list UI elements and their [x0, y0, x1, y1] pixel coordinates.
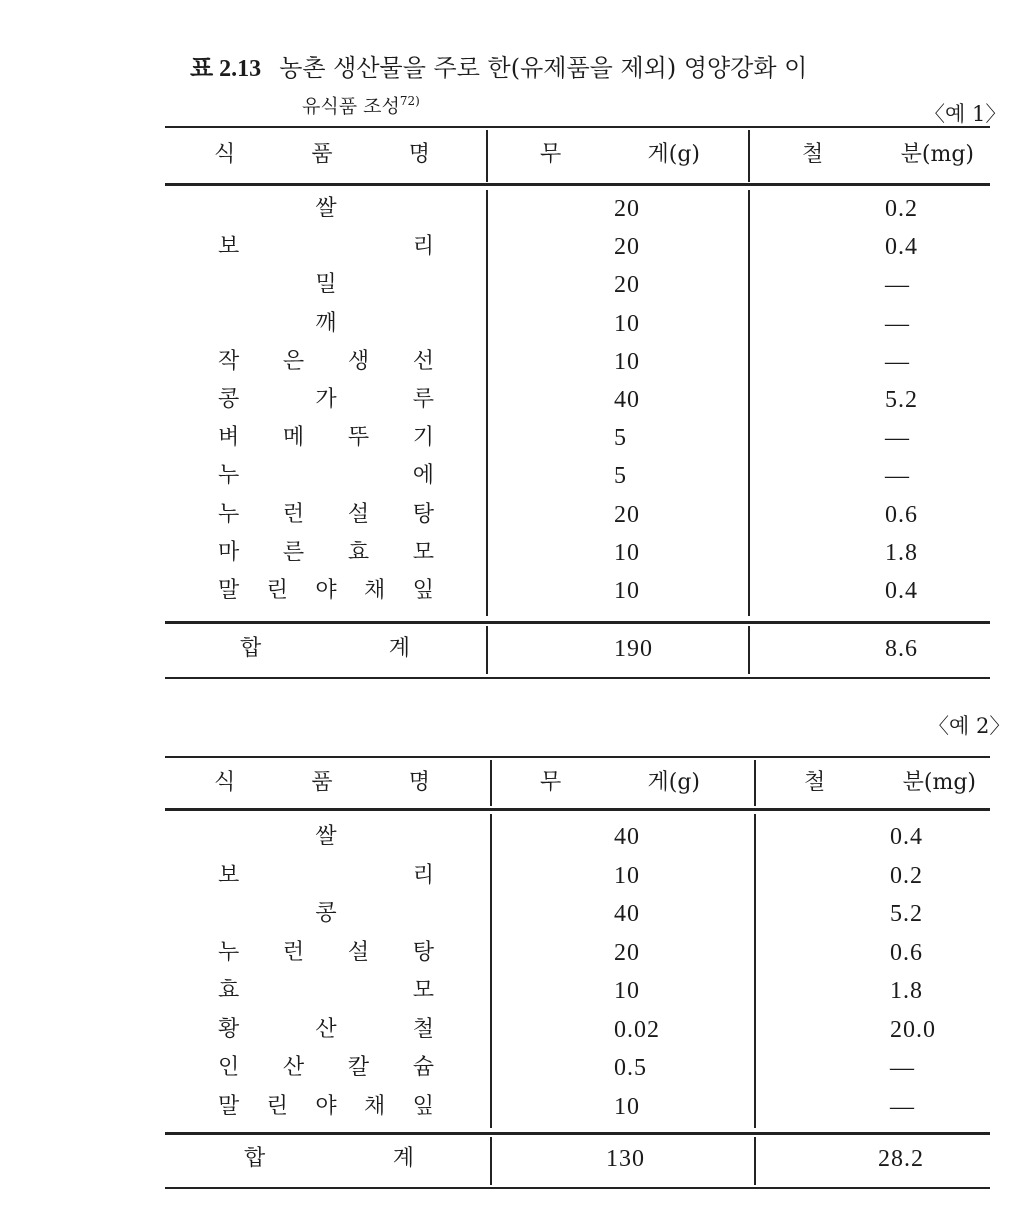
iron-value: —	[885, 310, 910, 337]
table2-total-label: 합 계	[244, 1146, 414, 1171]
weight-value: 40	[614, 824, 640, 850]
weight-value: 10	[614, 978, 640, 1004]
food-name: 보 리	[218, 234, 434, 260]
food-name: 누 런 설 탕	[218, 501, 434, 527]
table2-header-food: 식 품 명	[214, 770, 430, 795]
table1-total-rule	[165, 621, 990, 624]
weight-value: 10	[614, 1093, 640, 1120]
table1-col-divider	[486, 130, 488, 182]
food-name: 인 산 칼 슘	[218, 1055, 434, 1080]
food-name: 콩	[315, 901, 337, 926]
weight-value: 20	[614, 939, 640, 966]
table-title: 농촌 생산물을 주로 한(유제품을 제외) 영양강화 이	[279, 54, 808, 82]
iron-value: —	[885, 348, 910, 375]
table1-total-label: 합 계	[240, 636, 410, 661]
table2-col-divider	[754, 1137, 756, 1185]
table2-header-weight: 무 게(g)	[540, 770, 700, 795]
food-name: 효 모	[218, 978, 434, 1003]
table-title-continued: 유식품 조성$^{72)}$	[302, 94, 420, 118]
table2-col-divider	[754, 760, 756, 806]
weight-value: 5	[614, 463, 627, 490]
table-number: 표 2.13	[190, 56, 262, 82]
table1-total-iron: 8.6	[885, 636, 918, 662]
table-caption	[190, 52, 807, 85]
iron-value: 20.0	[890, 1016, 936, 1043]
iron-value: 0.4	[890, 824, 923, 850]
food-name: 보 리	[218, 862, 434, 888]
iron-value: 0.2	[885, 196, 918, 222]
table1-top-rule	[165, 126, 990, 128]
table1-total-weight: 190	[614, 636, 653, 662]
table1-col-divider	[486, 190, 488, 616]
food-name: 누 런 설 탕	[218, 939, 434, 965]
iron-value: 0.6	[890, 939, 923, 966]
food-name: 누 에	[218, 463, 434, 489]
food-name: 깨	[315, 310, 337, 336]
table2-total-iron: 28.2	[878, 1146, 924, 1172]
table1-col-divider	[748, 130, 750, 182]
food-name: 쌀	[315, 824, 337, 849]
food-name: 말 린 야 채 잎	[218, 578, 434, 603]
table1-header-food: 식 품 명	[214, 142, 430, 167]
weight-value: 10	[614, 862, 640, 889]
iron-value: —	[885, 463, 910, 490]
weight-value: 10	[614, 539, 640, 566]
food-name: 황 산 철	[218, 1016, 434, 1042]
table1-header-iron: 철 분(mg)	[802, 142, 974, 167]
table1-col-divider	[748, 626, 750, 674]
iron-value: 0.6	[885, 501, 918, 528]
iron-value: —	[890, 1055, 915, 1081]
iron-value: 5.2	[890, 901, 923, 927]
table2-col-divider	[754, 814, 756, 1128]
food-name: 작 은 생 선	[218, 348, 434, 374]
iron-value: 1.8	[885, 539, 918, 566]
table1-bottom-rule	[165, 677, 990, 679]
food-name: 밀	[315, 272, 337, 298]
food-name: 말 린 야 채 잎	[218, 1093, 434, 1119]
food-name: 쌀	[315, 196, 337, 221]
weight-value: 20	[614, 196, 640, 222]
weight-value: 0.02	[614, 1016, 660, 1043]
iron-value: —	[890, 1093, 915, 1120]
weight-value: 40	[614, 387, 640, 413]
table2-bottom-rule	[165, 1187, 990, 1189]
iron-value: 0.4	[885, 578, 918, 604]
iron-value: —	[885, 272, 910, 299]
iron-value: 0.4	[885, 234, 918, 261]
example-2-label: 〈예 2〉	[928, 714, 1010, 738]
weight-value: 20	[614, 501, 640, 528]
table2-total-rule	[165, 1132, 990, 1135]
weight-value: 20	[614, 234, 640, 261]
iron-value: 1.8	[890, 978, 923, 1004]
table1-header-rule	[165, 183, 990, 186]
reference-superscript: 72)	[399, 94, 420, 108]
iron-value: 0.2	[890, 862, 923, 889]
example-1-label: 〈예 1〉	[924, 102, 1007, 126]
table2-col-divider	[490, 1137, 492, 1185]
weight-value: 10	[614, 578, 640, 604]
weight-value: 5	[614, 425, 627, 452]
table2-col-divider	[490, 814, 492, 1128]
table2-header-rule	[165, 808, 990, 811]
weight-value: 10	[614, 348, 640, 375]
table2-total-weight: 130	[606, 1146, 645, 1172]
table1-col-divider	[486, 626, 488, 674]
weight-value: 20	[614, 272, 640, 299]
table1-header-weight: 무 게(g)	[540, 142, 700, 167]
weight-value: 0.5	[614, 1055, 647, 1081]
food-name: 벼 메 뚜 기	[218, 425, 434, 451]
table2-header-iron: 철 분(mg)	[804, 770, 976, 795]
weight-value: 40	[614, 901, 640, 927]
food-name: 콩 가 루	[218, 387, 434, 412]
table2-col-divider	[490, 760, 492, 806]
weight-value: 10	[614, 310, 640, 337]
iron-value: —	[885, 425, 910, 452]
iron-value: 5.2	[885, 387, 918, 413]
table1-col-divider	[748, 190, 750, 616]
table2-top-rule	[165, 756, 990, 758]
food-name: 마 른 효 모	[218, 539, 434, 565]
